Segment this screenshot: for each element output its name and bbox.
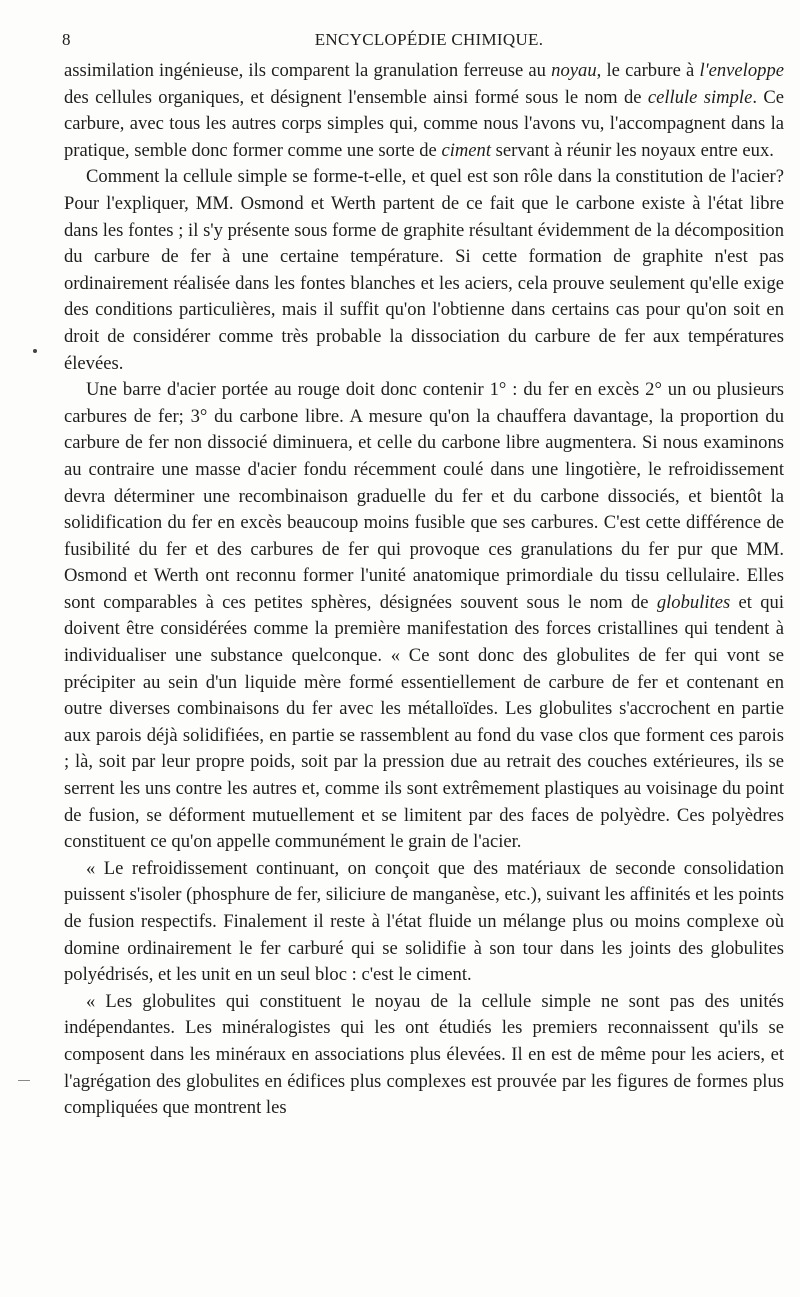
margin-dot [33, 349, 37, 353]
paragraph [64, 58, 784, 164]
text-run: « Les globulites qui constituent le noyau de la cellule simple ne sont pas des unités indépendantes. Les minéralogistes qui les ont étudiés les premiers reconnaissent qu'ils se composent dans les minéraux en associations plus élevées. Il en est de même pour les aciers, et l'agrégation des globulites en édifices plus complexes est prouvée par les figures de formes plus compliquées que montrent les [64, 990, 784, 1119]
text-run: assimilation ingénieuse, ils comparent la granulation ferreuse au [64, 60, 552, 81]
text-run: Une barre d'acier portée au rouge doit donc contenir 1° : du fer en excès 2° un ou plusieurs carbures de fer; 3° du carbone libre. A mesure qu'on la chauffera davantage, la proportion du carbure de fer non dissocié diminuera, et celle du carbone libre augmentera. Si nous examinons au contraire une masse d'acier fondu récemment coulé dans une lingotière, le refroidissement devra déterminer une recombinaison graduelle du fer et du carbone dissociés, et bientôt la solidification du fer en excès beaucoup moins fusible que ses carbures. C'est cette différence de fusibilité du fer et des carbures de fer qui provoque ces granulations du fer pur que MM. Osmond et Werth ont reconnu former l'unité anatomique primordiale du tissu cellulaire. Elles sont comparables à ces petites sphères, désignées souvent sous le nom de [64, 379, 784, 613]
text-run: Comment la cellule simple se forme-t-elle, et quel est son rôle dans la constitution de l'acier? Pour l'expliquer, MM. Osmond et Werth partent de ce fait que le carbone existe à l'état libre dans les fontes ; il s'y présente sous forme de graphite résultant évidemment de la décomposition du carbure de fer à une certaine température. Si cette formation de graphite n'est pas ordinairement réalisée dans les fontes blanches et les aciers, cela prouve seulement qu'elle exige des conditions particulières, mais il suffit qu'on l'obtienne dans certains cas pour qu'on soit en droit de considérer comme très probable la dissociation du carbure de fer aux températures élevées. [64, 166, 784, 374]
text-run: , le carbure à [596, 60, 700, 81]
margin-dash [18, 1080, 30, 1081]
text-run: des cellules organiques, et désignent l'ensemble ainsi formé sous le nom de [64, 86, 648, 108]
italic-term: l'enveloppe [699, 60, 784, 81]
text-run: . Ce carbure, avec tous les autres corps simples qui, comme nous l'avons vu, l'accompagnent dans la pratique, semble donc former comme une sorte de [64, 86, 784, 161]
text-run: et qui doivent être considérées comme la première manifestation des forces cristallines qui tendent à individualiser une substance quelconque. « Ce sont donc des globulites de fer qui vont se précipiter au sein d'un liquide mère formé essentiellement de carbure de fer et contenant en outre diverses combinaisons du fer avec les métalloïdes. Les globulites s'accrochent en partie aux parois déjà solidifiées, en partie se rassemblent au fond du vase clos que forment ces parois ; là, soit par leur propre poids, soit par la pression due au retrait des couches extérieures, ils se serrent les uns contre les autres et, comme ils sont extrêmement plastiques au voisinage du point de fusion, se déforment mutuellement et se limitent par des faces de polyèdre. Ces polyèdres constituent ce qu'on appelle communément le grain de l'acier. [64, 591, 784, 853]
running-title: ENCYCLOPÉDIE CHIMIQUE. [314, 30, 544, 49]
italic-term: cellule simple [647, 86, 753, 108]
page-number: 8 [62, 30, 71, 49]
italic-term: noyau [551, 60, 597, 81]
paragraph [64, 856, 784, 989]
text-run: « Le refroidissement continuant, on conçoit que des matériaux de seconde consolidation puissent s'isoler (phosphure de fer, siliciure de manganèse, etc.), suivant les affinités et les points de fusion respectifs. Finalement il reste à l'état fluide un mélange plus ou moins complexe où domine ordinairement le fer carburé qui se solidifie à son tour dans les joints des globulites polyédrisés, et les unit en un seul bloc : c'est le ciment. [64, 857, 784, 986]
paragraph [64, 164, 784, 377]
italic-term: globulites [656, 591, 731, 613]
running-header [62, 30, 766, 54]
paragraph [64, 377, 784, 856]
italic-term: ciment [441, 139, 491, 161]
body-text [64, 58, 784, 1122]
text-run: servant à réunir les noyaux entre eux. [491, 139, 774, 161]
paragraph [64, 989, 784, 1122]
